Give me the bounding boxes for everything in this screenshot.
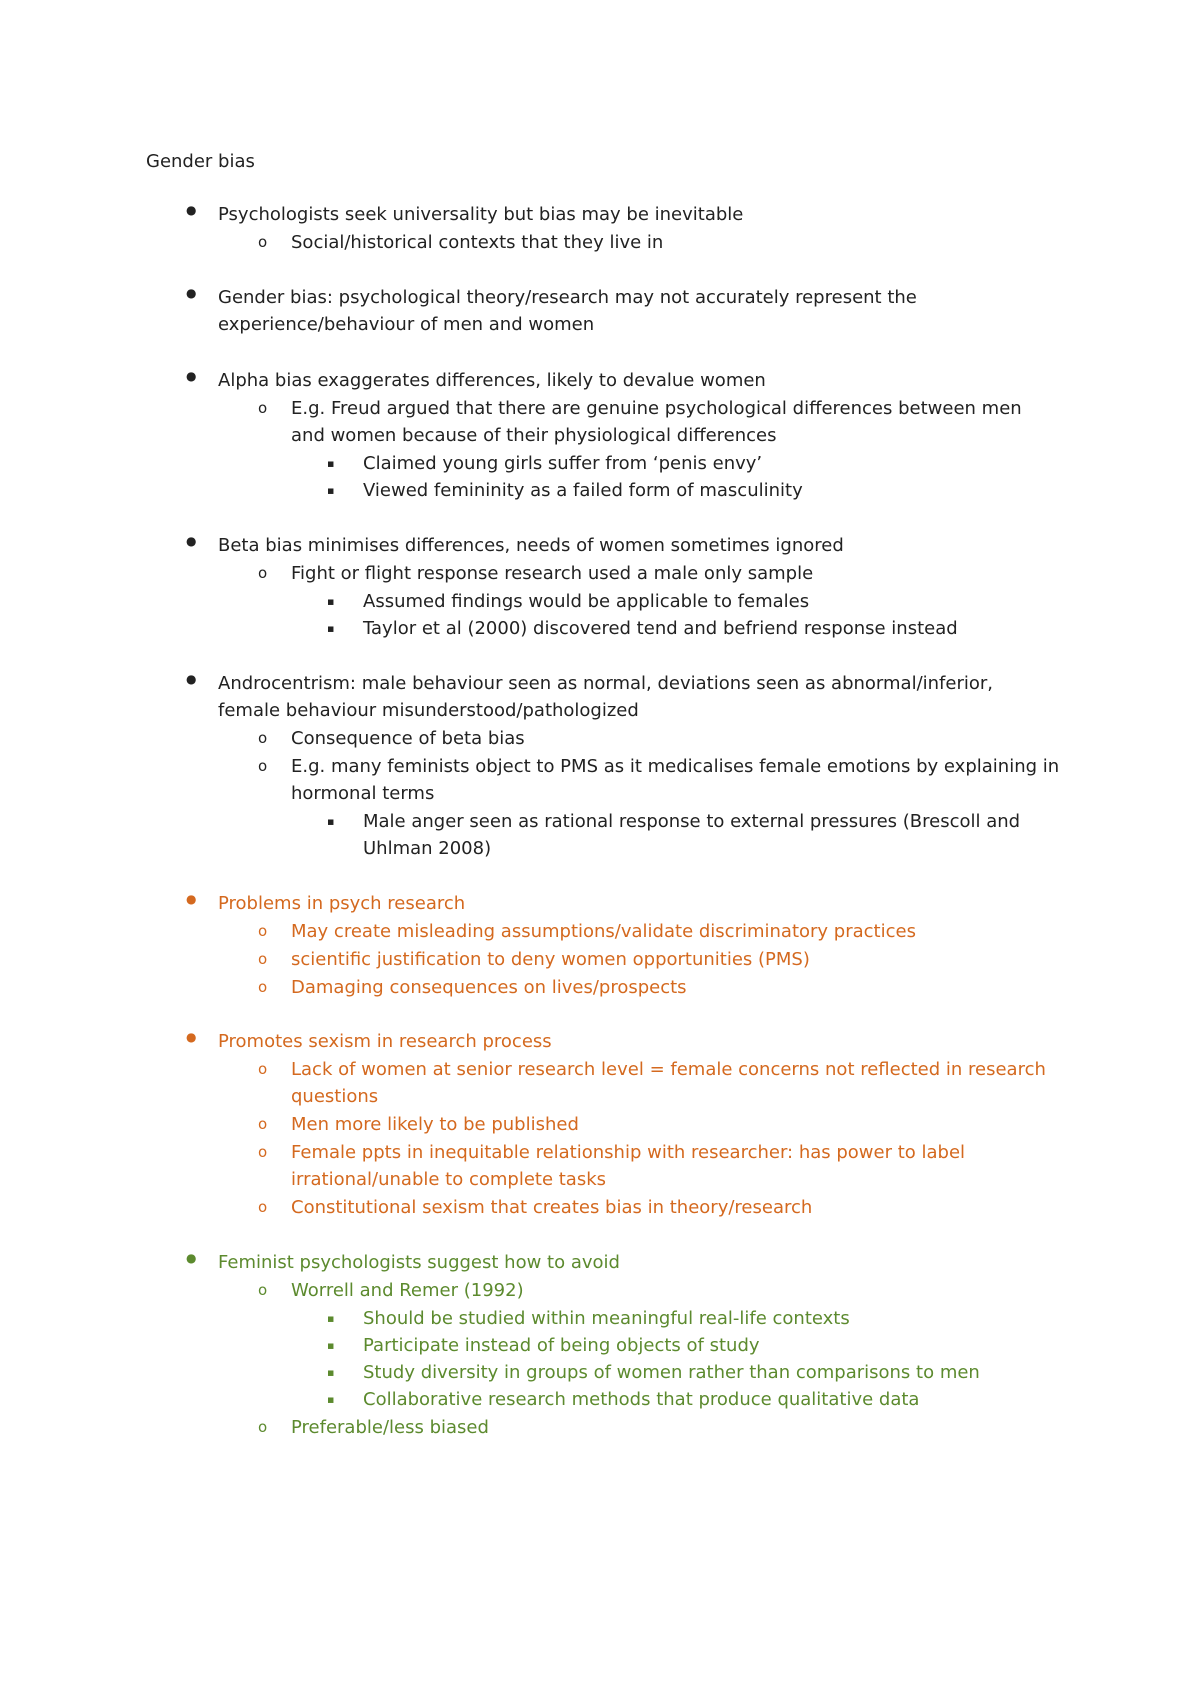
bullet-level1-marker: ●	[186, 672, 197, 686]
list-item: Male anger seen as rational response to external pressures (Brescoll and	[363, 811, 1021, 832]
list-item-continuation: Uhlman 2008)	[363, 838, 492, 859]
list-item: Study diversity in groups of women rather than comparisons to men	[363, 1362, 980, 1383]
bullet-level1-marker: ●	[186, 534, 197, 548]
bullet-level3-marker: ▪	[327, 484, 335, 497]
list-item: Gender bias: psychological theory/research may not accurately represent the	[218, 287, 917, 308]
bullet-level2-marker: o	[258, 978, 268, 996]
bullet-level2-marker: o	[258, 399, 268, 417]
list-item: Men more likely to be published	[291, 1114, 579, 1135]
bullet-level1-marker: ●	[186, 203, 197, 217]
bullet-level3-marker: ▪	[327, 1312, 335, 1325]
list-item: Consequence of beta bias	[291, 728, 525, 749]
list-item: E.g. many feminists object to PMS as it medicalises female emotions by explaining in	[291, 756, 1060, 777]
list-item: May create misleading assumptions/validate discriminatory practices	[291, 921, 916, 942]
list-item: Lack of women at senior research level = female concerns not reflected in research	[291, 1059, 1046, 1080]
list-item-continuation: questions	[291, 1086, 379, 1107]
bullet-level2-marker: o	[258, 1115, 268, 1133]
bullet-level2-marker: o	[258, 1198, 268, 1216]
list-item: Fight or flight response research used a male only sample	[291, 563, 814, 584]
list-item: Female ppts in inequitable relationship with researcher: has power to label	[291, 1142, 966, 1163]
bullet-level2-marker: o	[258, 1418, 268, 1436]
list-item: Feminist psychologists suggest how to avoid	[218, 1252, 620, 1273]
list-item-continuation: and women because of their physiological differences	[291, 425, 777, 446]
list-item-continuation: hormonal terms	[291, 783, 435, 804]
list-item: Promotes sexism in research process	[218, 1031, 552, 1052]
bullet-level1-marker: ●	[186, 1030, 197, 1044]
list-item: Participate instead of being objects of study	[363, 1335, 760, 1356]
bullet-level3-marker: ▪	[327, 815, 335, 828]
list-item: Preferable/less biased	[291, 1417, 489, 1438]
bullet-level2-marker: o	[258, 1143, 268, 1161]
list-item: Viewed femininity as a failed form of masculinity	[363, 480, 803, 501]
bullet-level1-marker: ●	[186, 369, 197, 383]
list-item: scientific justification to deny women opportunities (PMS)	[291, 949, 810, 970]
bullet-level3-marker: ▪	[327, 1339, 335, 1352]
list-item: E.g. Freud argued that there are genuine psychological differences between men	[291, 398, 1022, 419]
list-item: Psychologists seek universality but bias may be inevitable	[218, 204, 744, 225]
list-item-continuation: irrational/unable to complete tasks	[291, 1169, 607, 1190]
bullet-level3-marker: ▪	[327, 1366, 335, 1379]
list-item: Constitutional sexism that creates bias in theory/research	[291, 1197, 813, 1218]
list-item: Taylor et al (2000) discovered tend and befriend response instead	[363, 618, 958, 639]
list-item: Alpha bias exaggerates differences, likely to devalue women	[218, 370, 766, 391]
list-item: Social/historical contexts that they live in	[291, 232, 664, 253]
bullet-level3-marker: ▪	[327, 457, 335, 470]
bullet-level1-marker: ●	[186, 892, 197, 906]
bullet-level2-marker: o	[258, 729, 268, 747]
bullet-level1-marker: ●	[186, 286, 197, 300]
list-item: Collaborative research methods that produce qualitative data	[363, 1389, 920, 1410]
bullet-level3-marker: ▪	[327, 595, 335, 608]
list-item: Problems in psych research	[218, 893, 466, 914]
document-title: Gender bias	[146, 151, 255, 172]
bullet-level2-marker: o	[258, 564, 268, 582]
bullet-level3-marker: ▪	[327, 622, 335, 635]
bullet-level3-marker: ▪	[327, 1393, 335, 1406]
list-item: Androcentrism: male behaviour seen as normal, deviations seen as abnormal/inferior,	[218, 673, 993, 694]
bullet-level2-marker: o	[258, 1060, 268, 1078]
bullet-level2-marker: o	[258, 757, 268, 775]
list-item: Claimed young girls suffer from ‘penis envy’	[363, 453, 763, 474]
bullet-level2-marker: o	[258, 950, 268, 968]
list-item-continuation: female behaviour misunderstood/pathologized	[218, 700, 639, 721]
bullet-level2-marker: o	[258, 233, 268, 251]
list-item: Damaging consequences on lives/prospects	[291, 977, 687, 998]
bullet-level1-marker: ●	[186, 1251, 197, 1265]
list-item-continuation: experience/behaviour of men and women	[218, 314, 595, 335]
list-item: Worrell and Remer (1992)	[291, 1280, 524, 1301]
list-item: Should be studied within meaningful real-life contexts	[363, 1308, 850, 1329]
list-item: Beta bias minimises differences, needs of women sometimes ignored	[218, 535, 844, 556]
bullet-level2-marker: o	[258, 922, 268, 940]
bullet-level2-marker: o	[258, 1281, 268, 1299]
list-item: Assumed findings would be applicable to females	[363, 591, 810, 612]
